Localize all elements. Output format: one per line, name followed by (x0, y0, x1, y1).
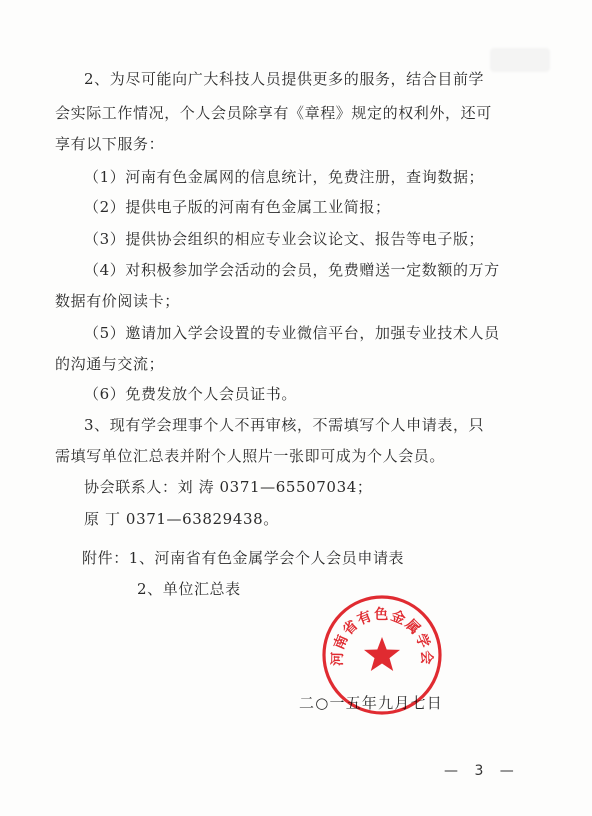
attachment-line-1: 附件：1、河南省有色金属学会个人会员申请表 (82, 549, 405, 567)
attachment-line-2: 2、单位汇总表 (137, 580, 241, 598)
paper-smudge (490, 48, 550, 72)
service-item-2: （2）提供电子版的河南有色金属工业简报； (84, 198, 391, 216)
paragraph-3-line-1: 3、现有学会理事个人不再审核，不需填写个人申请表，只 (84, 416, 485, 434)
page-number: — 3 — (444, 763, 520, 779)
service-item-4-line-2: 数据有价阅读卡； (55, 292, 180, 310)
issue-date: 二○一五年九月七日 (299, 694, 443, 712)
paragraph-2-line-3: 享有以下服务： (55, 135, 165, 153)
contact-line-1: 协会联系人：刘 涛 0371—65507034； (84, 478, 373, 496)
service-item-6: （6）免费发放个人会员证书。 (84, 385, 297, 403)
service-item-3: （3）提供协会组织的相应专业会议论文、报告等电子版； (84, 230, 485, 248)
paragraph-3-line-2: 需填写单位汇总表并附个人照片一张即可成为个人会员。 (55, 447, 446, 465)
contact-line-2: 原 丁 0371—63829438。 (84, 510, 279, 528)
paragraph-2-line-1: 2、为尽可能向广大科技人员提供更多的服务，结合目前学 (84, 70, 485, 88)
service-item-5-line-1: （5）邀请加入学会设置的专业微信平台，加强专业技术人员 (84, 324, 500, 342)
seal-text: 河南省有色金属学会 (329, 607, 435, 667)
service-item-5-line-2: 的沟通与交流； (55, 355, 165, 373)
service-item-4-line-1: （4）对积极参加学会活动的会员，免费赠送一定数额的万方 (84, 261, 500, 279)
paragraph-2-line-2: 会实际工作情况，个人会员除享有《章程》规定的权利外，还可 (55, 104, 492, 122)
seal-star-icon (364, 637, 400, 671)
service-item-1: （1）河南有色金属网的信息统计，免费注册，查询数据； (84, 168, 485, 186)
